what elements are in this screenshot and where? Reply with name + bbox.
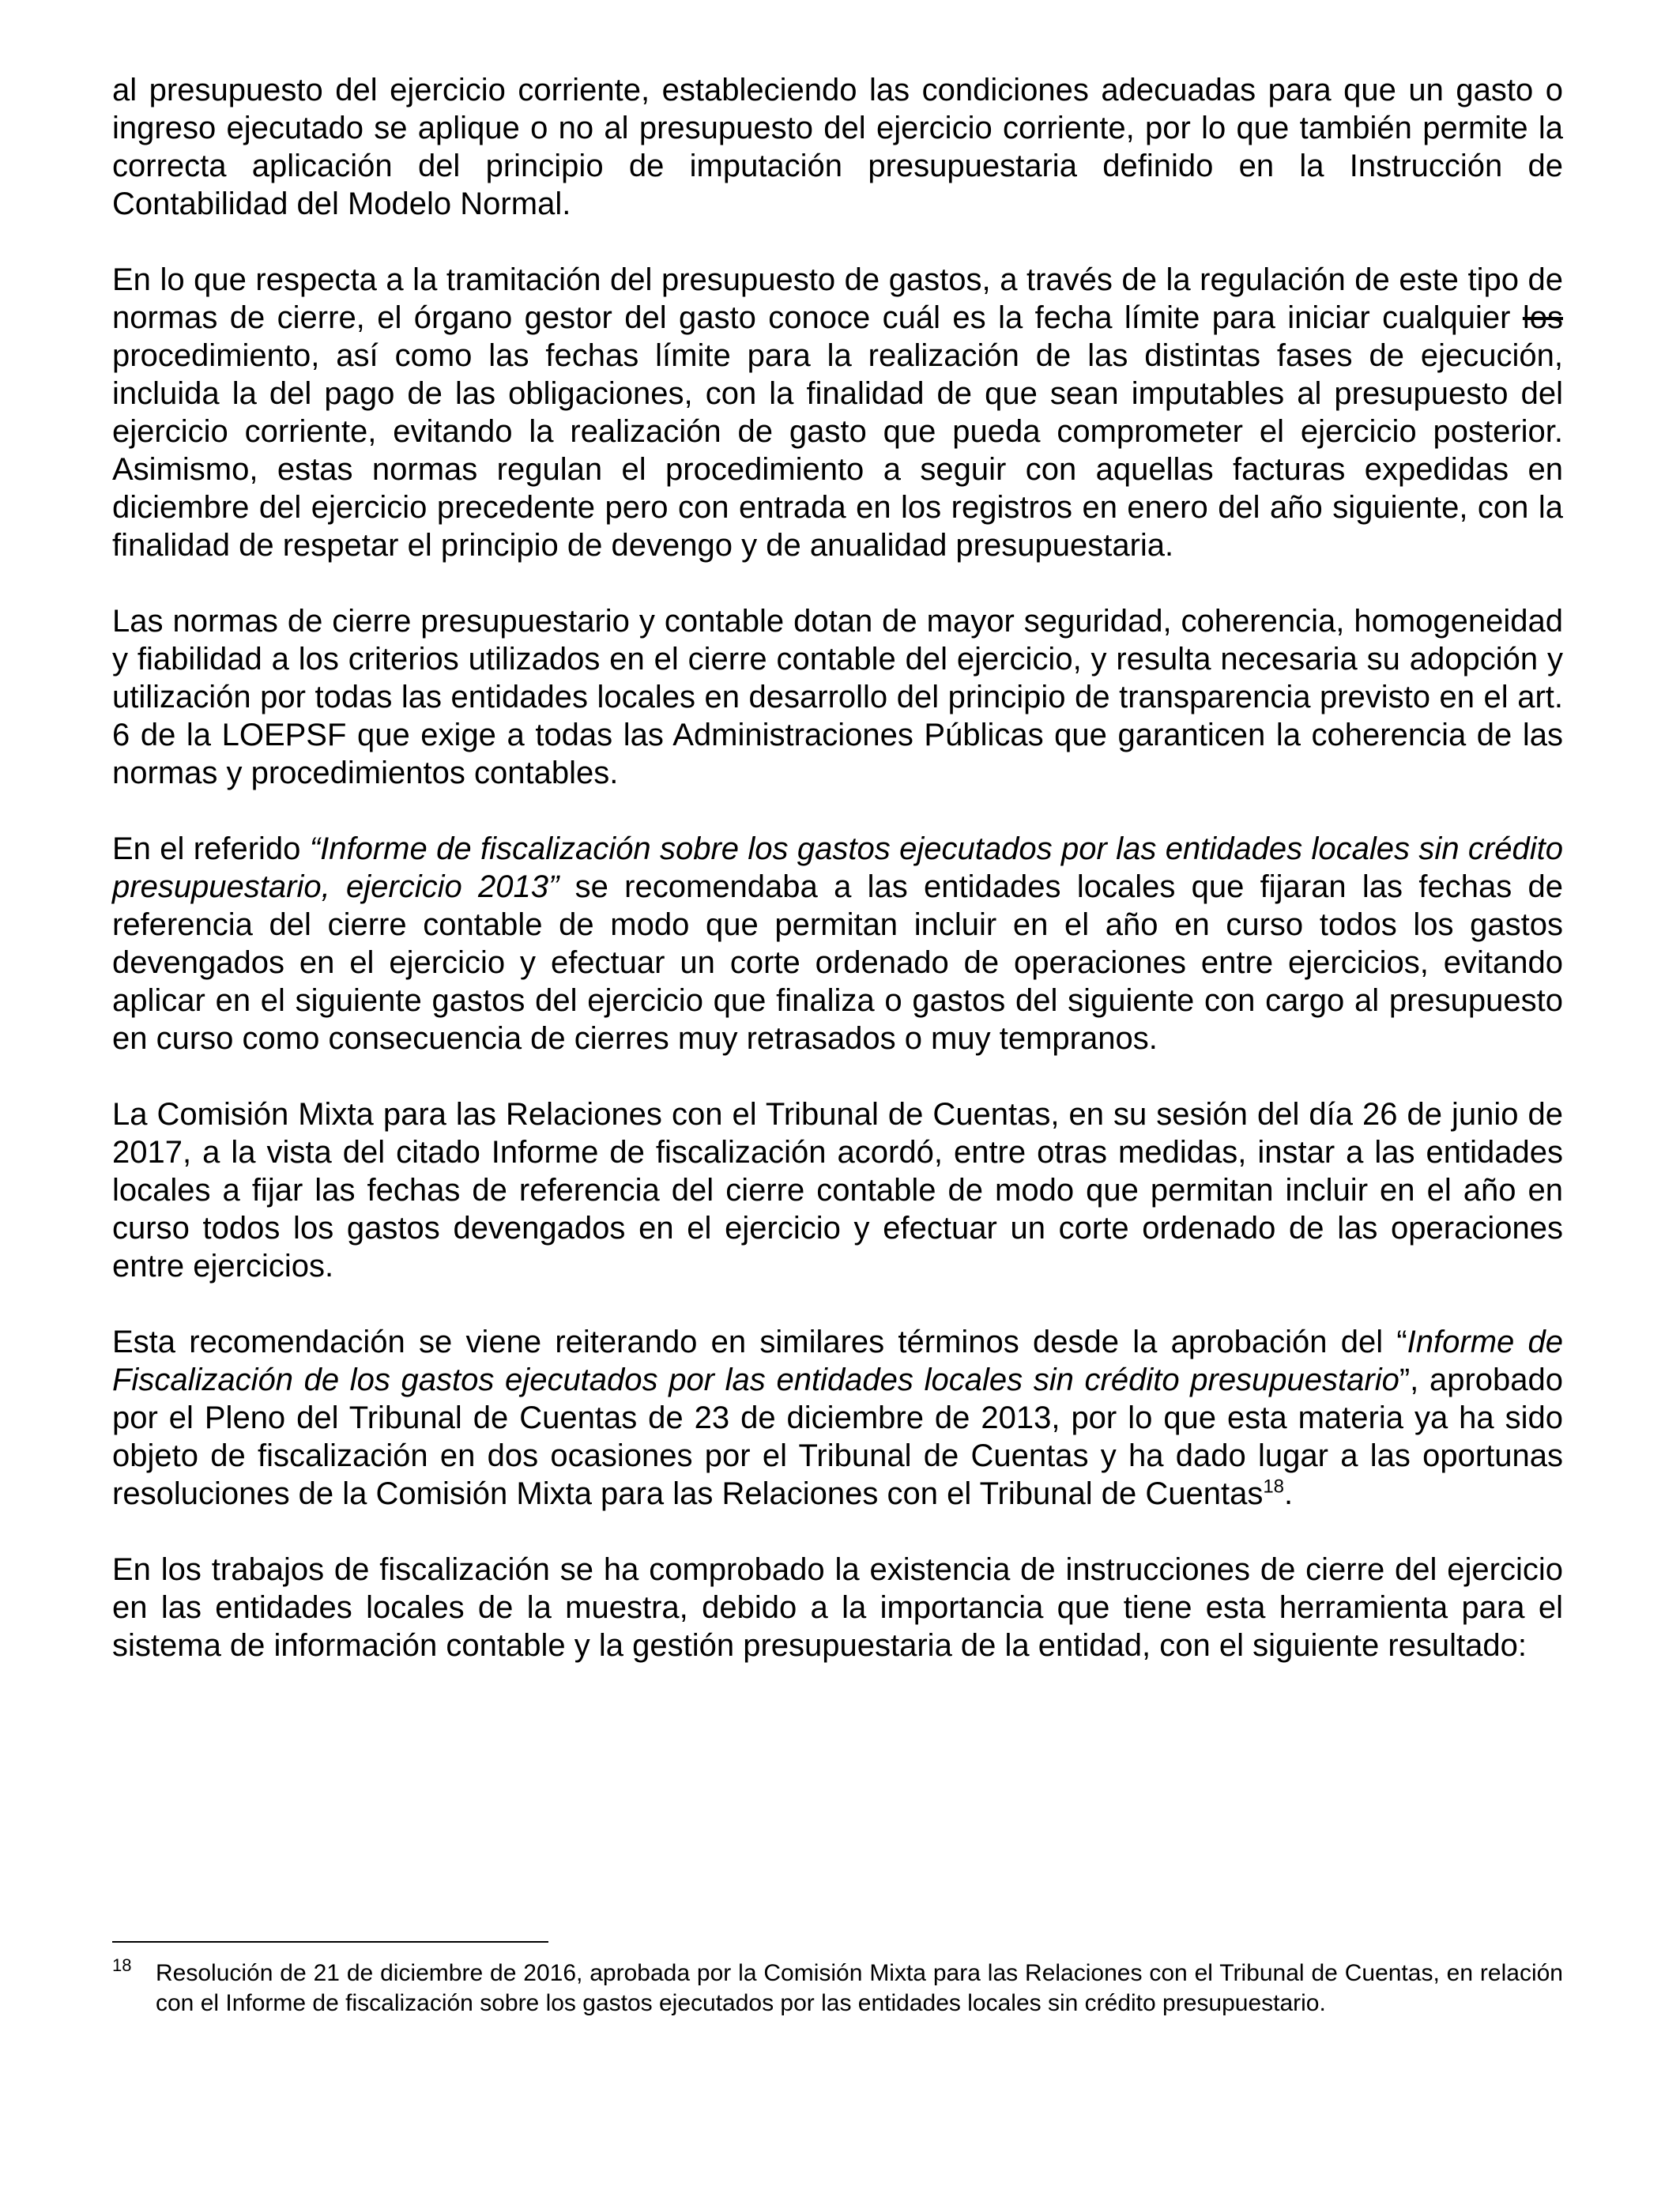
footnote (112, 1955, 1563, 2019)
paragraph-4 (112, 830, 1563, 1057)
paragraph-1: al presupuesto del ejercicio corriente, estableciendo las condiciones adecuadas para que un gasto o ingreso ejecutado se aplique o no al presupuesto del ejercicio corriente, por lo que también permite la correcta aplicación del principio de imputación presupuestaria definido en la Instrucción de Contabilidad del Modelo Normal. (112, 73, 1563, 221)
paragraph-6 (112, 1323, 1563, 1513)
report-title-italic: Informe de Fiscalización de los gastos ejecutados por las entidades locales sin crédito presupuestario (112, 1325, 1563, 1397)
footnote-text: Resolución de 21 de diciembre de 2016, aprobada por la Comisión Mixta para las Relaciones con el Tribunal de Cuentas, en relación con el Informe de fiscalización sobre los gastos ejecutados por las entidades locales sin crédito presupuestario. (156, 1960, 1563, 2016)
paragraph-2-text-b: procedimiento, así como las fechas límite para la realización de las distintas fases de ejecución, incluida la del pago de las obligaciones, con la finalidad de que sean imputables al presupuesto del ejercicio corriente, evitando la realización de gasto que pueda comprometer el ejercicio posterior. Asimismo, estas normas regulan el procedimiento a seguir con aquellas facturas expedidas en diciembre del ejercicio precedente pero con entrada en los registros en enero del año siguiente, con la finalidad de respetar el principio de devengo y de anualidad presupuestaria. (112, 338, 1563, 563)
paragraph-6-text-b: ”, aprobado por el Pleno del Tribunal de Cuentas de 23 de diciembre de 2013, por lo que esta materia ya ha sido objeto de fiscalización en dos ocasiones por el Tribunal de Cuentas y ha dado lugar a las oportunas resoluciones de la Comisión Mixta para las Relaciones con el Tribunal de Cuentas (112, 1363, 1563, 1511)
body-text (112, 71, 1563, 1702)
paragraph-6-text-a: Esta recomendación se viene reiterando en similares términos desde la aprobación del “ (112, 1325, 1407, 1359)
paragraph-4-text-a: En el referido (112, 831, 310, 866)
paragraph-2 (112, 261, 1563, 564)
paragraph-6-text-c: . (1284, 1476, 1294, 1511)
footnote-separator (112, 1941, 548, 1943)
paragraph-7: En los trabajos de fiscalización se ha comprobado la existencia de instrucciones de cierre del ejercicio en las entidades locales de la muestra, debido a la importancia que tiene esta herramienta para el sistema de información contable y la gestión presupuestaria de la entidad, con el siguiente resultado: (112, 1552, 1563, 1663)
struck-word: los (1522, 300, 1563, 335)
footnote-reference[interactable]: 18 (1263, 1476, 1285, 1498)
paragraph-3: Las normas de cierre presupuestario y contable dotan de mayor seguridad, coherencia, homogeneidad y fiabilidad a los criterios utilizados en el cierre contable del ejercicio, y resulta necesaria su adopción y utilización por todas las entidades locales en desarrollo del principio de transparencia previsto en el art. 6 de la LOEPSF que exige a todas las Administraciones Públicas que garanticen la coherencia de las normas y procedimientos contables. (112, 604, 1563, 790)
paragraph-5: La Comisión Mixta para las Relaciones con el Tribunal de Cuentas, en su sesión del día 26 de junio de 2017, a la vista del citado Informe de fiscalización acordó, entre otras medidas, instar a las entidades locales a fijar las fechas de referencia del cierre contable de modo que permitan incluir en el año en curso todos los gastos devengados en el ejercicio y efectuar un corte ordenado de las operaciones entre ejercicios. (112, 1097, 1563, 1284)
paragraph-2-text-a: En lo que respecta a la tramitación del presupuesto de gastos, a través de la regulación de este tipo de normas de cierre, el órgano gestor del gasto conoce cuál es la fecha límite para iniciar cualquier (112, 262, 1563, 335)
paragraph-4-text-b: se recomendaba a las entidades locales que fijaran las fechas de referencia del cierre contable de modo que permitan incluir en el año en curso todos los gastos devengados en el ejercicio y efectuar un corte ordenado de operaciones entre ejercicios, evitando aplicar en el siguiente gastos del ejercicio que finaliza o gastos del siguiente con cargo al presupuesto en curso como consecuencia de cierres muy retrasados o muy tempranos. (112, 869, 1563, 1056)
report-title-2013: “Informe de fiscalización sobre los gastos ejecutados por las entidades locales sin crédito presupuestario, ejercicio 2013” (112, 831, 1563, 904)
footnote-number: 18 (112, 1955, 132, 1975)
